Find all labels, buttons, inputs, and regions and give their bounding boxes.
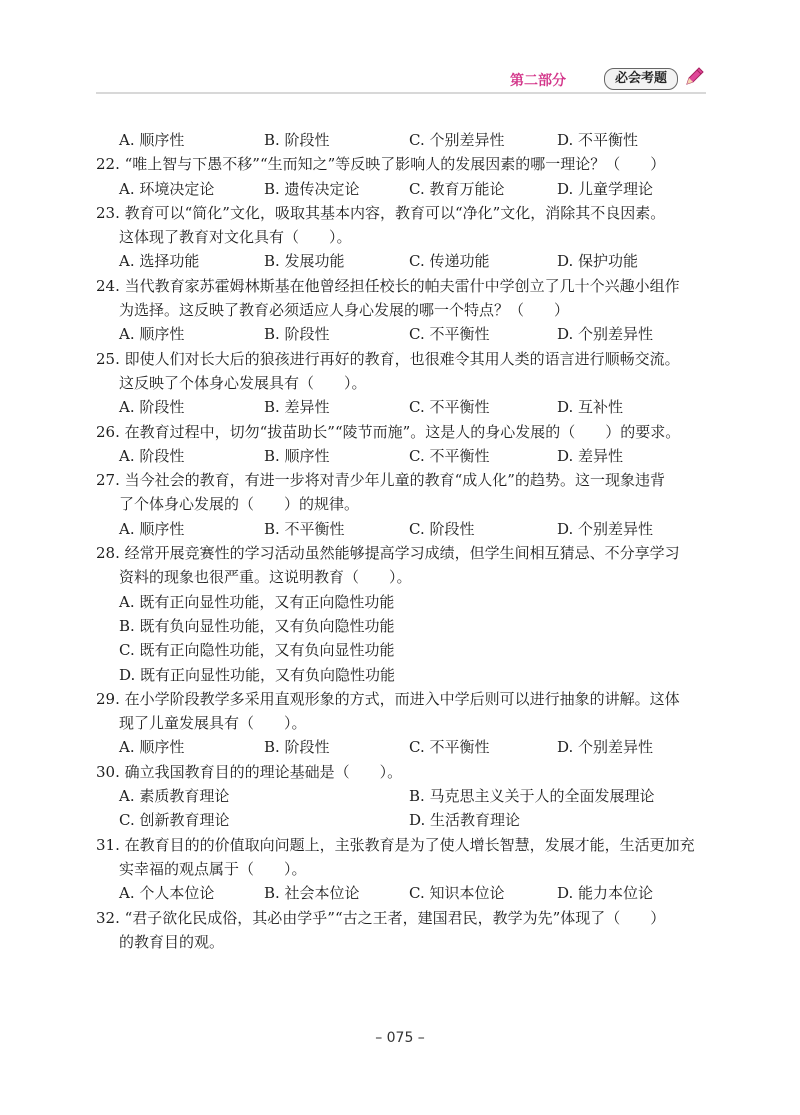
option-d: D. 不平衡性 [557, 131, 639, 149]
option-a: A. 阶段性 [119, 446, 185, 465]
option-c: C. 传递功能 [409, 252, 490, 271]
question-32-text-cont: 的教育目的观。 [119, 932, 225, 951]
option-c: C. 不平衡性 [409, 398, 490, 417]
option-b: B. 阶段性 [264, 738, 330, 757]
question-27-text: 27. 当今社会的教育，有进一步将对青少年儿童的教育“成人化”的趋势。这一现象违背 [96, 471, 665, 490]
option-b: B. 社会本位论 [264, 884, 360, 903]
option-a: A. 顺序性 [119, 131, 185, 149]
question-26-text: 26. 在教育过程中，切勿“拔苗助长”“陵节而施”。这是人的身心发展的（ ）的要求。 [96, 422, 681, 441]
option-c: C. 阶段性 [409, 519, 475, 538]
option-a: A. 顺序性 [119, 325, 185, 344]
question-31-text-cont: 实幸福的观点属于（ ）。 [119, 859, 307, 878]
pencil-icon [682, 64, 706, 88]
options-row [96, 735, 706, 759]
option-c: C. 个别差异性 [409, 131, 505, 149]
option-c: C. 创新教育理论 [119, 811, 230, 830]
option-a: A. 既有正向显性功能，又有正向隐性功能 [119, 592, 395, 611]
question-22-text: 22. “唯上智与下愚不移”“生而知之”等反映了影响人的发展因素的哪一理论？（ ） [96, 155, 666, 174]
option-d: D. 能力本位论 [557, 884, 654, 903]
options-row [96, 177, 706, 201]
option-d: D. 儿童学理论 [557, 179, 654, 198]
question-28-text: 28. 经常开展竞赛性的学习活动虽然能够提高学习成绩，但学生间相互猜忌、不分享学习 [96, 544, 680, 563]
option-d: D. 生活教育理论 [409, 811, 521, 830]
question-23-text-cont: 这体现了教育对文化具有（ ）。 [119, 228, 352, 247]
option-c: C. 教育万能论 [409, 179, 505, 198]
option-b: B. 马克思主义关于人的全面发展理论 [409, 787, 655, 806]
option-a: A. 顺序性 [119, 738, 185, 757]
option-b: B. 阶段性 [264, 131, 330, 149]
options-row [96, 395, 706, 419]
page-number: – 075 – [375, 1030, 425, 1046]
option-d: D. 个别差异性 [557, 738, 654, 757]
options-row [96, 881, 706, 905]
section-label: 第二部分 [510, 73, 566, 89]
options-row [96, 322, 706, 346]
option-a: A. 个人本位论 [119, 884, 215, 903]
option-c: C. 不平衡性 [409, 325, 490, 344]
question-29-text-cont: 现了儿童发展具有（ ）。 [119, 714, 307, 733]
question-32-text: 32. “君子欲化民成俗，其必由学乎”“古之王者，建国君民，教学为先”体现了（ ） [96, 908, 666, 927]
options-row [96, 249, 706, 273]
section-tab: 必会考题 [604, 68, 678, 90]
option-b: B. 发展功能 [264, 252, 345, 271]
question-list [96, 128, 706, 954]
option-d: D. 保护功能 [557, 252, 639, 271]
question-27-text-cont: 了个体身心发展的（ ）的规律。 [119, 495, 360, 514]
option-d: D. 个别差异性 [557, 325, 654, 344]
option-a: A. 素质教育理论 [119, 787, 230, 806]
option-b: B. 顺序性 [264, 446, 330, 465]
option-b: B. 阶段性 [264, 325, 330, 344]
option-d: D. 既有正向显性功能，又有负向隐性功能 [119, 665, 396, 684]
option-a: A. 顺序性 [119, 519, 185, 538]
header-rule [96, 92, 706, 94]
question-29-text: 29. 在小学阶段教学多采用直观形象的方式，而进入中学后则可以进行抽象的讲解。这体 [96, 689, 680, 708]
page-header [96, 68, 706, 92]
option-c: C. 不平衡性 [409, 738, 490, 757]
option-a: A. 选择功能 [119, 252, 200, 271]
option-c: C. 不平衡性 [409, 446, 490, 465]
option-c: C. 知识本位论 [409, 884, 505, 903]
options-row [96, 808, 706, 832]
question-24-text: 24. 当代教育家苏霍姆林斯基在他曾经担任校长的帕夫雷什中学创立了几十个兴趣小组作 [96, 276, 680, 295]
option-d: D. 个别差异性 [557, 519, 654, 538]
question-25-text: 25. 即使人们对长大后的狼孩进行再好的教育，也很难令其用人类的语言进行顺畅交流。 [96, 349, 680, 368]
option-b: B. 差异性 [264, 398, 330, 417]
option-b: B. 不平衡性 [264, 519, 345, 538]
option-a: A. 阶段性 [119, 398, 185, 417]
question-28-text-cont: 资料的现象也很严重。这说明教育（ ）。 [119, 568, 412, 587]
question-24-text-cont: 为选择。这反映了教育必须适应人身心发展的哪一个特点？（ ） [119, 301, 570, 320]
question-25-text-cont: 这反映了个体身心发展具有（ ）。 [119, 373, 367, 392]
option-a: A. 环境决定论 [119, 179, 215, 198]
question-30-text: 30. 确立我国教育目的的理论基础是（ ）。 [96, 762, 403, 781]
options-row [96, 517, 706, 541]
option-d: D. 差异性 [557, 446, 624, 465]
option-b: B. 遗传决定论 [264, 179, 360, 198]
option-d: D. 互补性 [557, 398, 624, 417]
option-b: B. 既有负向显性功能，又有负向隐性功能 [119, 616, 395, 635]
question-31-text: 31. 在教育目的的价值取向问题上，主张教育是为了使人增长智慧，发展才能，生活更加充 [96, 835, 695, 854]
options-row [96, 128, 706, 152]
options-row [96, 784, 706, 808]
options-row [96, 444, 706, 468]
question-23-text: 23. 教育可以“简化”文化，吸取其基本内容，教育可以“净化”文化，消除其不良因素。 [96, 203, 666, 222]
option-c: C. 既有正向隐性功能，又有负向显性功能 [119, 641, 395, 660]
